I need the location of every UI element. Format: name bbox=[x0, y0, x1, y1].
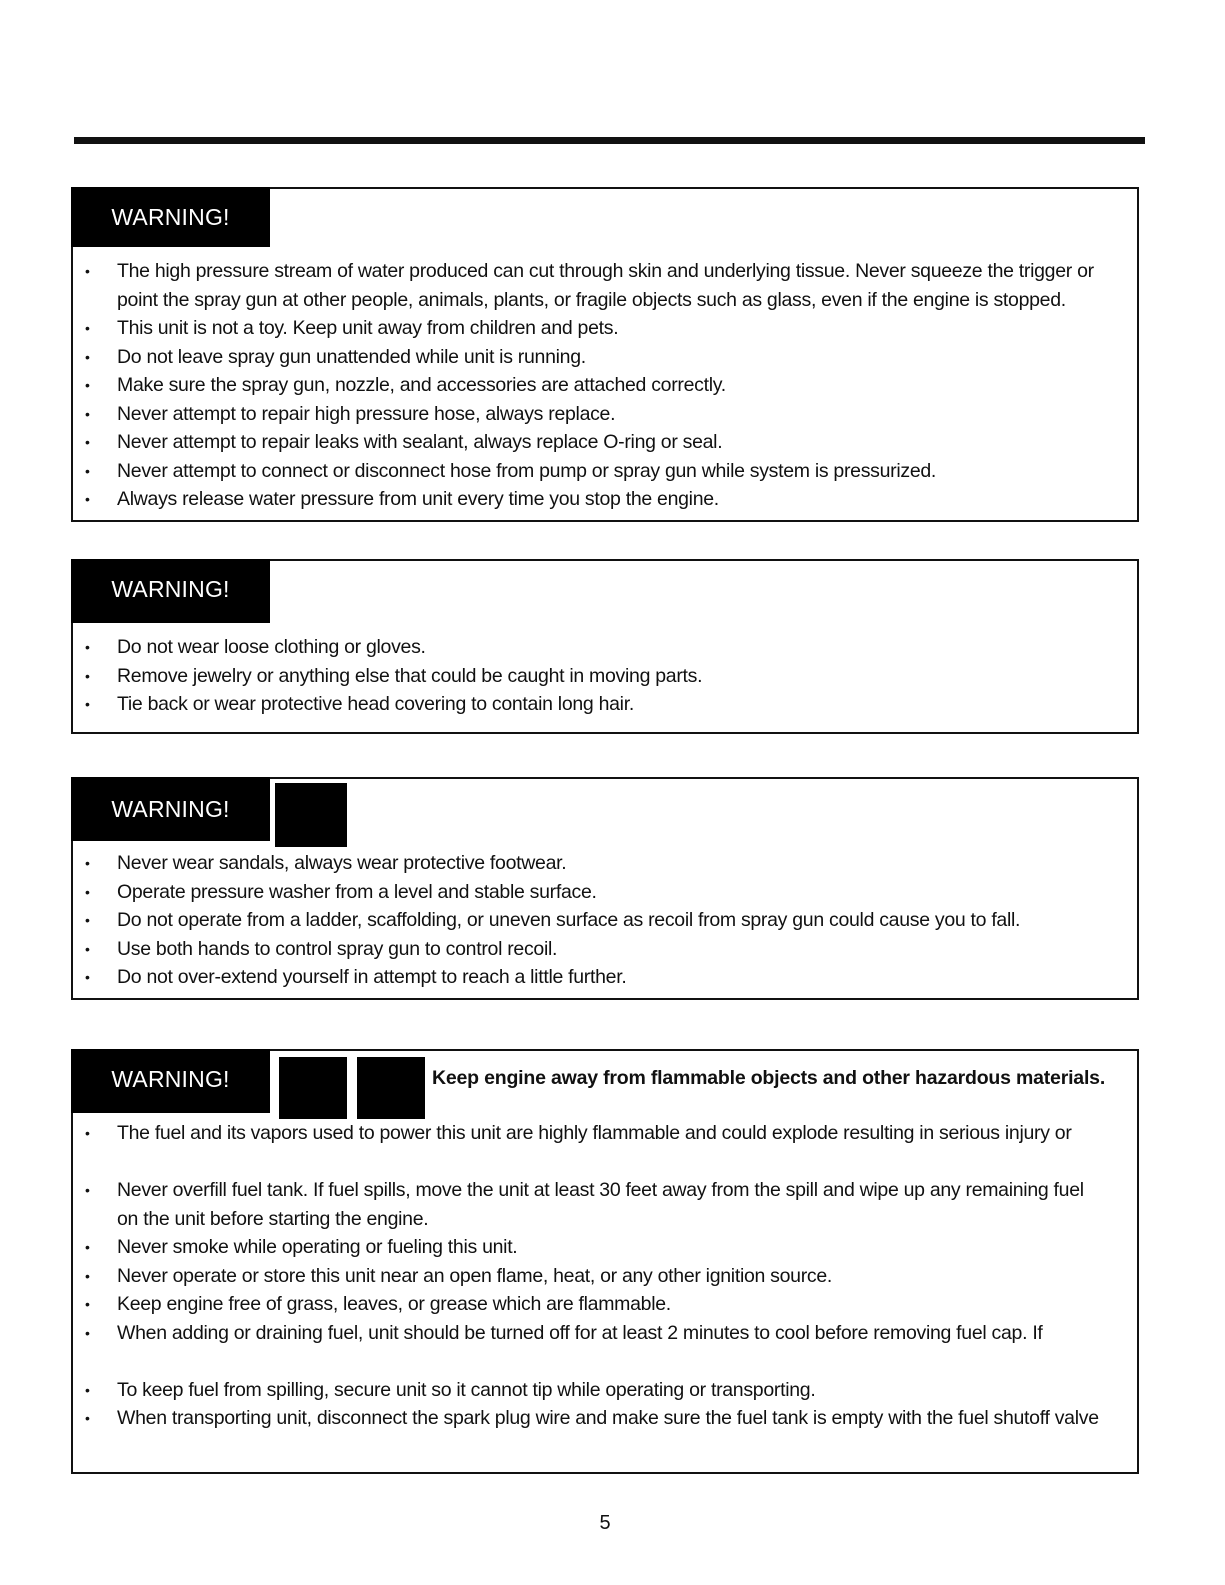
list-item: • Never smoke while operating or fueling this unit. bbox=[73, 1233, 1137, 1262]
list-item: • Use both hands to control spray gun to control recoil. bbox=[73, 935, 1137, 964]
warning-label: WARNING! bbox=[71, 559, 270, 623]
fuel-warning-heading: Keep engine away from flammable objects and other hazardous materials. bbox=[432, 1067, 1106, 1089]
list-item: • Do not wear loose clothing or gloves. bbox=[73, 633, 1137, 662]
hazard-symbol-block bbox=[279, 1057, 347, 1119]
warning-list bbox=[73, 257, 1137, 514]
warning-list bbox=[73, 633, 1137, 719]
list-item: • Never overfill fuel tank. If fuel spills, move the unit at least 30 feet away from the spill and wipe up any remaining fuel bbox=[73, 1176, 1137, 1205]
warning-header bbox=[73, 779, 1137, 837]
warning-box-fuel bbox=[71, 1049, 1139, 1474]
list-item: • Tie back or wear protective head covering to contain long hair. bbox=[73, 690, 1137, 719]
list-item: • Do not operate from a ladder, scaffolding, or uneven surface as recoil from spray gun could cause you to fall. bbox=[73, 906, 1137, 935]
list-item: • When adding or draining fuel, unit should be turned off for at least 2 minutes to cool before removing fuel cap. If bbox=[73, 1319, 1137, 1348]
warning-label: WARNING! bbox=[71, 1049, 270, 1113]
list-item-continuation: point the spray gun at other people, animals, plants, or fragile objects such as glass, even if the engine is stopped. bbox=[117, 288, 1066, 311]
list-item: • Never attempt to repair high pressure hose, always replace. bbox=[73, 400, 1137, 429]
list-item: • Do not leave spray gun unattended while unit is running. bbox=[73, 343, 1137, 372]
warning-header bbox=[73, 189, 1137, 247]
list-item: • Never attempt to repair leaks with sealant, always replace O-ring or seal. bbox=[73, 428, 1137, 457]
list-item: • Make sure the spray gun, nozzle, and accessories are attached correctly. bbox=[73, 371, 1137, 400]
list-item-continuation: on the unit before starting the engine. bbox=[117, 1207, 429, 1230]
list-item: • Keep engine free of grass, leaves, or grease which are flammable. bbox=[73, 1290, 1137, 1319]
list-item: • The high pressure stream of water produced can cut through skin and underlying tissue. Never squeeze the trigger or bbox=[73, 257, 1137, 286]
warning-label: WARNING! bbox=[71, 187, 270, 247]
page-number: 5 bbox=[599, 1512, 611, 1534]
warning-header bbox=[73, 561, 1137, 619]
warning-label: WARNING! bbox=[71, 777, 270, 841]
list-item: • Do not over-extend yourself in attempt to reach a little further. bbox=[73, 963, 1137, 992]
list-item: • Remove jewelry or anything else that could be caught in moving parts. bbox=[73, 662, 1137, 691]
top-rule bbox=[74, 137, 1145, 144]
list-item: • Never operate or store this unit near an open flame, heat, or any other ignition source. bbox=[73, 1262, 1137, 1291]
warning-box-clothing bbox=[71, 559, 1139, 734]
list-item: • Never wear sandals, always wear protective footwear. bbox=[73, 849, 1137, 878]
list-item: • Always release water pressure from unit every time you stop the engine. bbox=[73, 485, 1137, 514]
warning-box-high-pressure bbox=[71, 187, 1139, 522]
hazard-symbol-block bbox=[357, 1057, 425, 1119]
list-item: • To keep fuel from spilling, secure unit so it cannot tip while operating or transporting. bbox=[73, 1376, 1137, 1405]
warning-list bbox=[73, 1119, 1137, 1433]
hazard-symbol-block bbox=[275, 783, 347, 847]
list-item: • This unit is not a toy. Keep unit away from children and pets. bbox=[73, 314, 1137, 343]
warning-header bbox=[73, 1051, 1137, 1109]
list-item: • Never attempt to connect or disconnect hose from pump or spray gun while system is pressurized. bbox=[73, 457, 1137, 486]
warning-box-footing bbox=[71, 777, 1139, 1000]
list-item: • The fuel and its vapors used to power this unit are highly flammable and could explode resulting in serious injury or bbox=[73, 1119, 1137, 1148]
list-item: • When transporting unit, disconnect the spark plug wire and make sure the fuel tank is empty with the fuel shutoff valve bbox=[73, 1404, 1137, 1433]
list-item: • Operate pressure washer from a level and stable surface. bbox=[73, 878, 1137, 907]
warning-list bbox=[73, 849, 1137, 992]
